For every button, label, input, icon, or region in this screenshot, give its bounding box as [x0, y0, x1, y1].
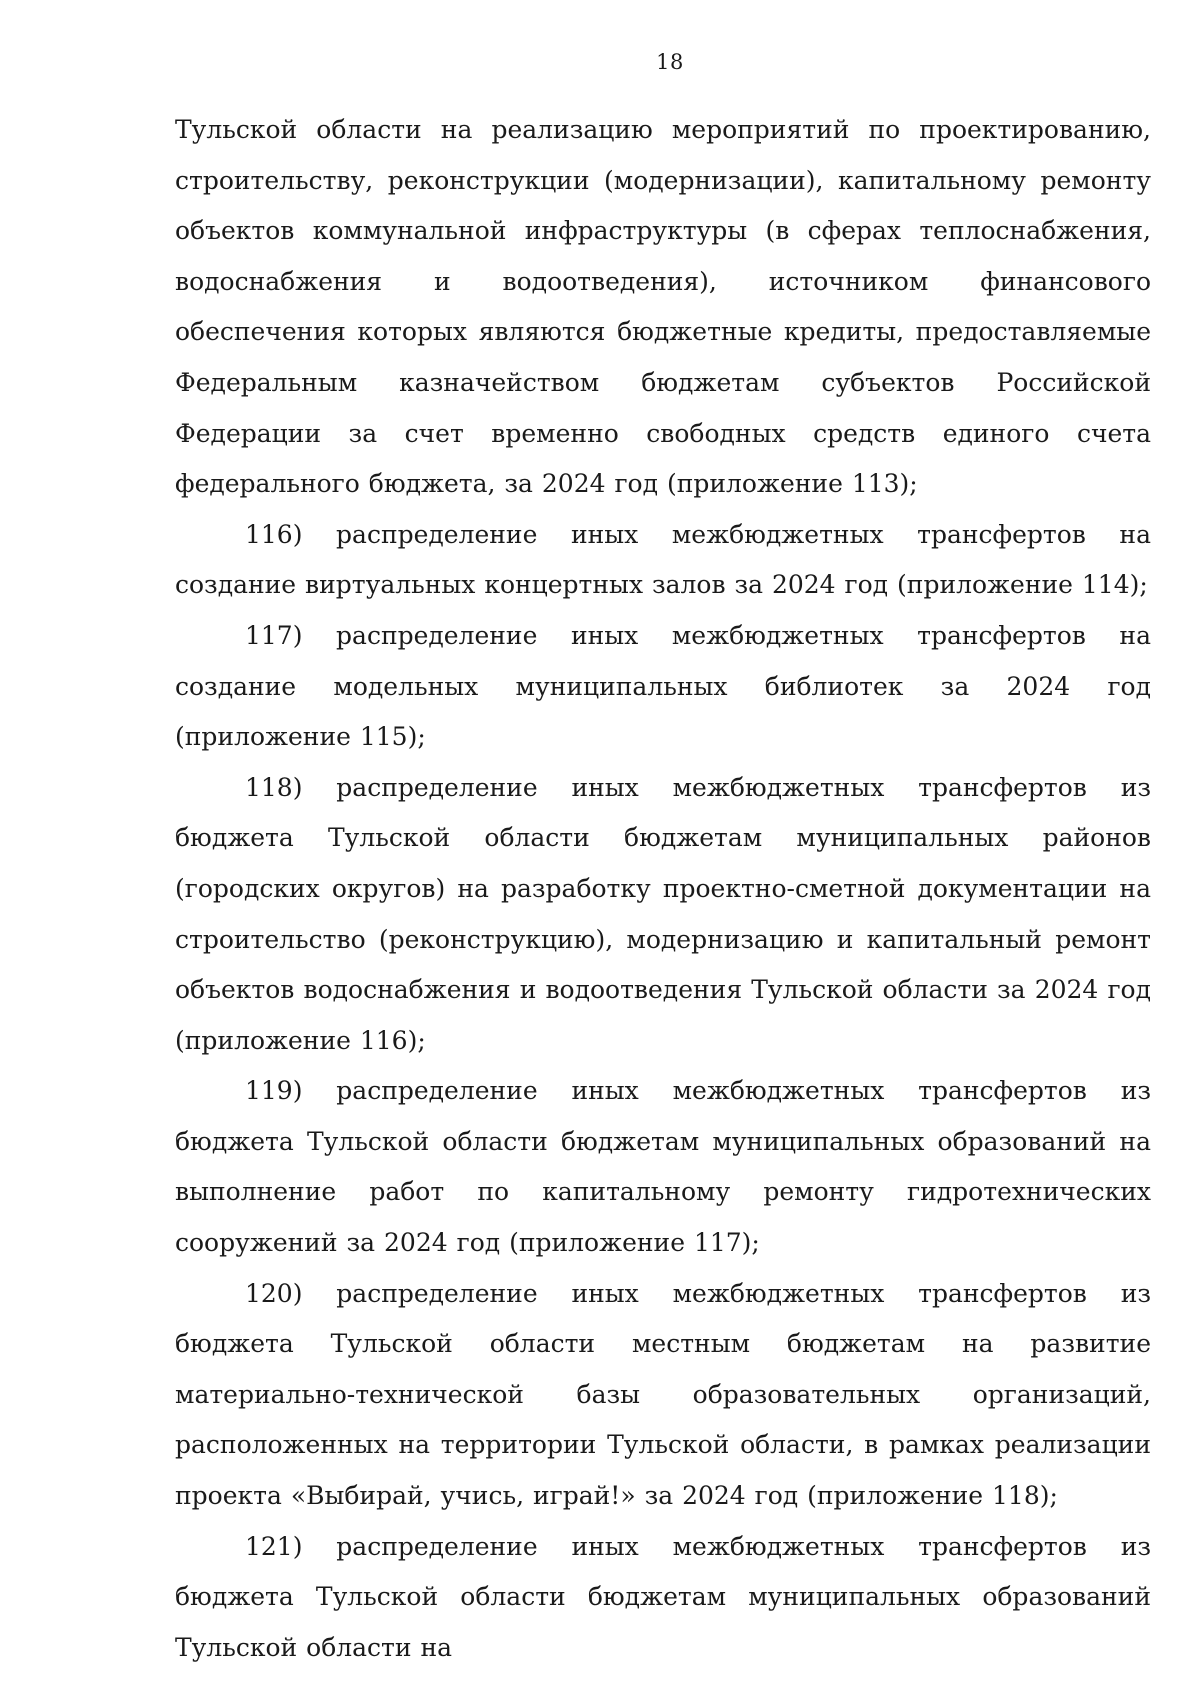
paragraph-item-120: 120) распределение иных межбюджетных трансфертов из бюджета Тульской области местным бюджетам на развитие материально-технической базы образовательных организаций, расположенных на территории Тульской области, в рамках реализации проекта «Выбирай, учись, играй!» за 2024 год (приложение 118);: [175, 1278, 1151, 1511]
paragraph-item-121: 121) распределение иных межбюджетных трансфертов из бюджета Тульской области бюджетам муниципальных образований Тульской области на: [175, 1531, 1151, 1662]
page-number: 18: [656, 50, 684, 74]
paragraph-item-117: 117) распределение иных межбюджетных трансфертов на создание модельных муниципальных библиотек за 2024 год (приложение 115);: [175, 620, 1151, 752]
paragraph-item-119: 119) распределение иных межбюджетных трансфертов из бюджета Тульской области бюджетам муниципальных образований на выполнение работ по капитальному ремонту гидротехнических сооружений за 2024 год (приложение 117);: [175, 1076, 1151, 1258]
paragraph-item-116: 116) распределение иных межбюджетных трансфертов на создание виртуальных концертных залов за 2024 год (приложение 114);: [175, 519, 1151, 600]
paragraph-continuation: Тульской области на реализацию мероприятий по проектированию, строительству, реконструкции (модернизации), капитальному ремонту объектов коммунальной инфраструктуры (в сферах теплоснабжения, водоснабжения и водоотведения), источником финансового обеспечения которых являются бюджетные кредиты, предоставляемые Федеральным казначейством бюджетам субъектов Российской Федерации за счет временно свободных средств единого счета федерального бюджета, за 2024 год (приложение 113);: [175, 115, 1151, 499]
paragraph-item-118: 118) распределение иных межбюджетных трансфертов из бюджета Тульской области бюджетам муниципальных районов (городских округов) на разработку проектно-сметной документации на строительство (реконструкцию), модернизацию и капитальный ремонт объектов водоснабжения и водоотведения Тульской области за 2024 год (приложение 116);: [175, 772, 1151, 1055]
document-body: [175, 105, 1151, 1673]
